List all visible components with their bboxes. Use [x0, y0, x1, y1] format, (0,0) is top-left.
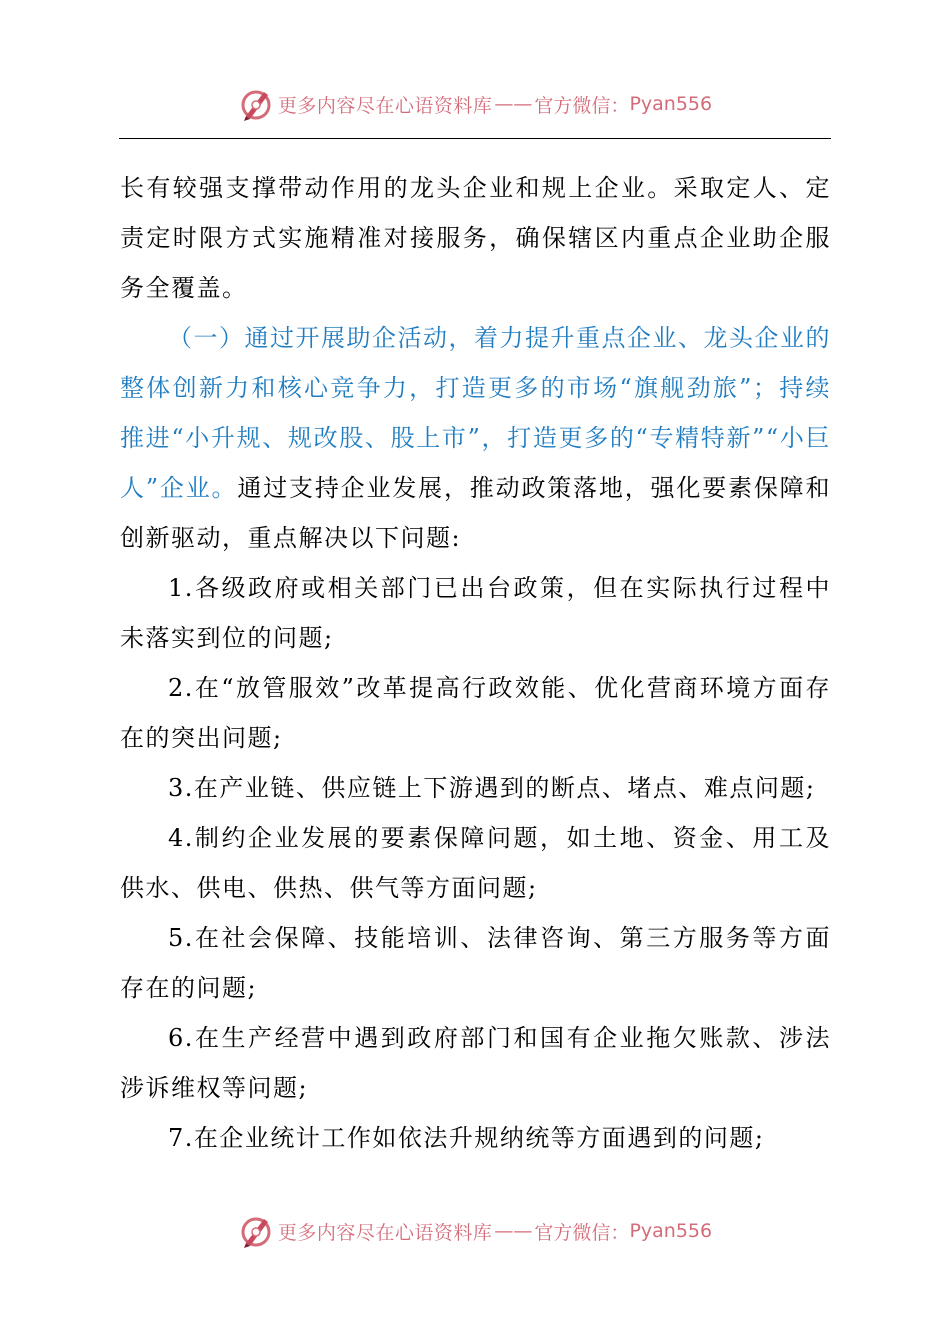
- section-paragraph: [120, 313, 831, 563]
- watermark-official-label: 官方微信：: [534, 1221, 630, 1244]
- pen-circle-logo-icon: [238, 1213, 274, 1249]
- list-item: 1.各级政府或相关部门已出台政策，但在实际执行过程中未落实到位的问题;: [120, 574, 831, 652]
- list-item: 2.在“放管服效”改革提高行政效能、优化营商环境方面存在的突出问题;: [120, 674, 831, 752]
- header-watermark: [0, 84, 950, 124]
- watermark-text: 更多内容尽在心语资料库: [277, 94, 493, 117]
- continuation-paragraph: 长有较强支撑带动作用的龙头企业和规上企业。采取定人、定责定时限方式实施精准对接服务，确保辖区内重点企业助企服务全覆盖。: [120, 174, 831, 302]
- footer-watermark: [0, 1211, 950, 1251]
- watermark-wechat-id: Pyan556: [629, 93, 713, 115]
- section-highlight-text: （一）通过开展助企活动，着力提升重点企业、龙头企业的整体创新力和核心竞争力，打造更多的市场“旗舰劲旅”；持续推进“小升规、规改股、股上市”，打造更多的“专精特新”“小巨人”企业。: [120, 324, 831, 502]
- list-item: 7.在企业统计工作如依法升规纳统等方面遇到的问题;: [168, 1124, 765, 1152]
- header-divider: [119, 138, 831, 139]
- list-item: 3.在产业链、供应链上下游遇到的断点、堵点、难点问题;: [168, 774, 816, 802]
- pen-circle-logo-icon: [238, 86, 274, 122]
- document-body: [120, 163, 831, 1163]
- watermark-separator: ——: [494, 93, 533, 115]
- list-item: 4.制约企业发展的要素保障问题，如土地、资金、用工及供水、供电、供热、供气等方面问题;: [120, 824, 831, 902]
- list-item: 5.在社会保障、技能培训、法律咨询、第三方服务等方面存在的问题;: [120, 924, 831, 1002]
- watermark-wechat-id: Pyan556: [629, 1220, 713, 1242]
- list-item: 6.在生产经营中遇到政府部门和国有企业拖欠账款、涉法涉诉维权等问题;: [120, 1024, 831, 1102]
- section-rest-text: 通过支持企业发展，推动政策落地，强化要素保障和创新驱动，重点解决以下问题:: [120, 474, 831, 552]
- watermark-separator: ——: [494, 1220, 533, 1242]
- watermark-official-label: 官方微信：: [534, 94, 630, 117]
- watermark-text: 更多内容尽在心语资料库: [277, 1221, 493, 1244]
